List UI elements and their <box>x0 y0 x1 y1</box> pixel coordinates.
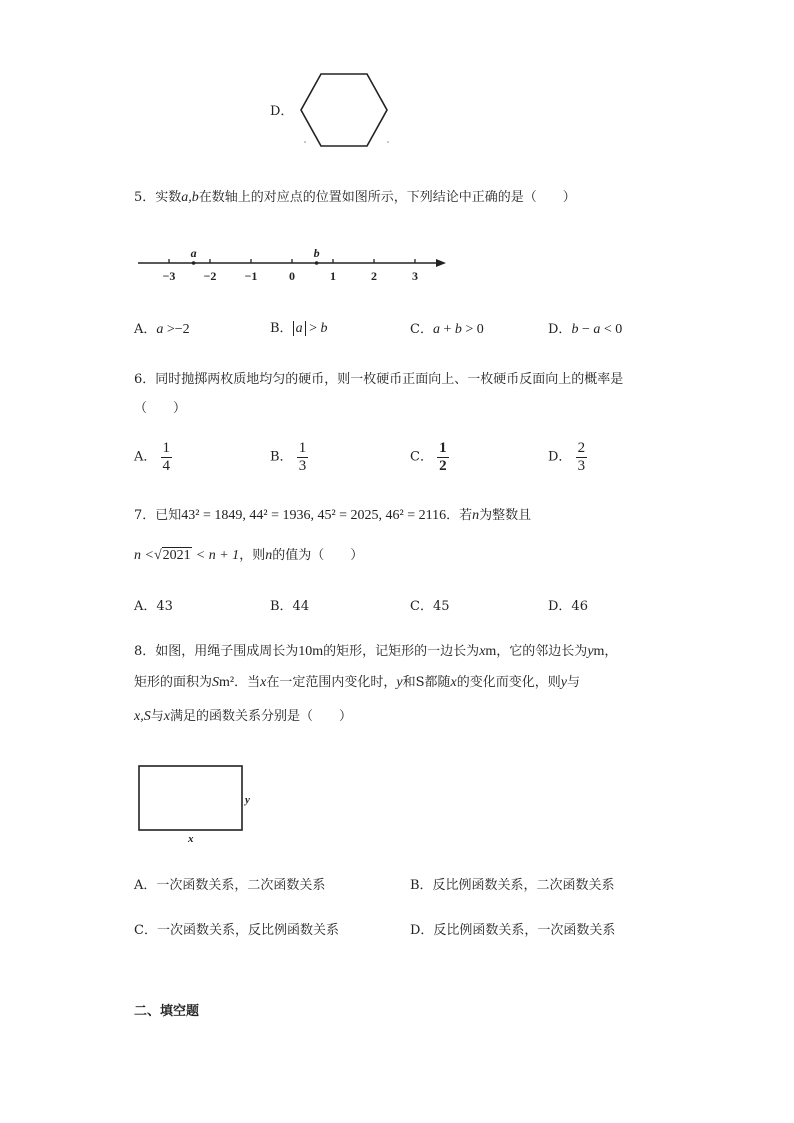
q5-option-b[interactable]: B． a > b <box>270 321 328 336</box>
q7-option-a[interactable]: A．43 <box>134 599 173 614</box>
q7-option-b[interactable]: B．44 <box>270 599 310 614</box>
q8-rectangle <box>139 766 242 830</box>
q8-option-c[interactable]: C．一次函数关系，反比例函数关系 <box>134 923 339 938</box>
q8-rectangle-figure <box>130 760 270 850</box>
number-line-tick-label: 0 <box>289 269 295 283</box>
q4-option-d-label: D． <box>270 104 294 119</box>
section-title: 二、填空题 <box>134 1004 200 1019</box>
q5-stem: 5．实数a,b在数轴上的对应点的位置如图所示，下列结论中正确的是（ ） <box>134 190 576 205</box>
q7-stem-line2: n <√2021 < n + 1，则n的值为（ ） <box>134 548 364 563</box>
number-line-point-b-label: b <box>313 246 320 260</box>
q8-option-d[interactable]: D．反比例函数关系，一次函数关系 <box>410 923 616 938</box>
q6-option-a[interactable]: A． $\frac{1}{4}$ <box>134 440 171 474</box>
q8-stem-line1: 8．如图，用绳子围成周长为10m的矩形，记矩形的一边长为xm，它的邻边长为ym， <box>134 644 618 659</box>
q6-option-d[interactable]: D． $\frac{2}{3}$ <box>548 440 586 474</box>
q5-option-a[interactable]: A．a >−2 <box>134 322 190 337</box>
number-line-tick-label: −1 <box>244 269 258 283</box>
q5-number-line <box>130 240 460 290</box>
q4-option-d-hexagon <box>295 68 395 150</box>
q7-option-c[interactable]: C．45 <box>410 599 450 614</box>
q8-option-b[interactable]: B．反比例函数关系，二次函数关系 <box>410 878 615 893</box>
number-line-tick-label: −2 <box>203 269 217 283</box>
number-line-tick-label: 3 <box>412 269 418 283</box>
number-line-tick-label: 2 <box>371 269 377 283</box>
number-line-point-a-label: a <box>190 246 197 260</box>
number-line-point-a <box>192 261 196 265</box>
number-line-point-b <box>315 261 319 265</box>
q5-option-d[interactable]: D．b − a < 0 <box>548 322 623 337</box>
q7-option-d[interactable]: D．46 <box>548 599 588 614</box>
q6-stem-paren: （ ） <box>134 401 187 416</box>
q6-option-b[interactable]: B． $\frac{1}{3}$ <box>270 440 307 474</box>
q6-option-c[interactable]: C． $\frac{1}{2}$ <box>410 440 447 474</box>
q5-option-c[interactable]: C．a + b > 0 <box>410 322 484 337</box>
q8-side-y: y <box>245 794 250 806</box>
q8-side-x: x <box>188 833 194 845</box>
q7-stem: 7．已知43² = 1849, 44² = 1936, 45² = 2025, 46² = 2116．若n为整数且 <box>134 508 532 523</box>
number-line-tick-label: 1 <box>330 269 336 283</box>
q6-stem: 6．同时抛掷两枚质地均匀的硬币，则一枚硬币正面向上、一枚硬币反面向上的概率是 <box>134 372 624 387</box>
number-line-tick-label: −3 <box>162 269 176 283</box>
q8-stem-line2: 矩形的面积为Sm²．当x在一定范围内变化时，y和S都随x的变化而变化，则y与 <box>134 675 580 690</box>
q8-stem-line3: x,S与x满足的函数关系分别是（ ） <box>134 709 352 724</box>
q8-option-a[interactable]: A．一次函数关系，二次函数关系 <box>134 878 326 893</box>
